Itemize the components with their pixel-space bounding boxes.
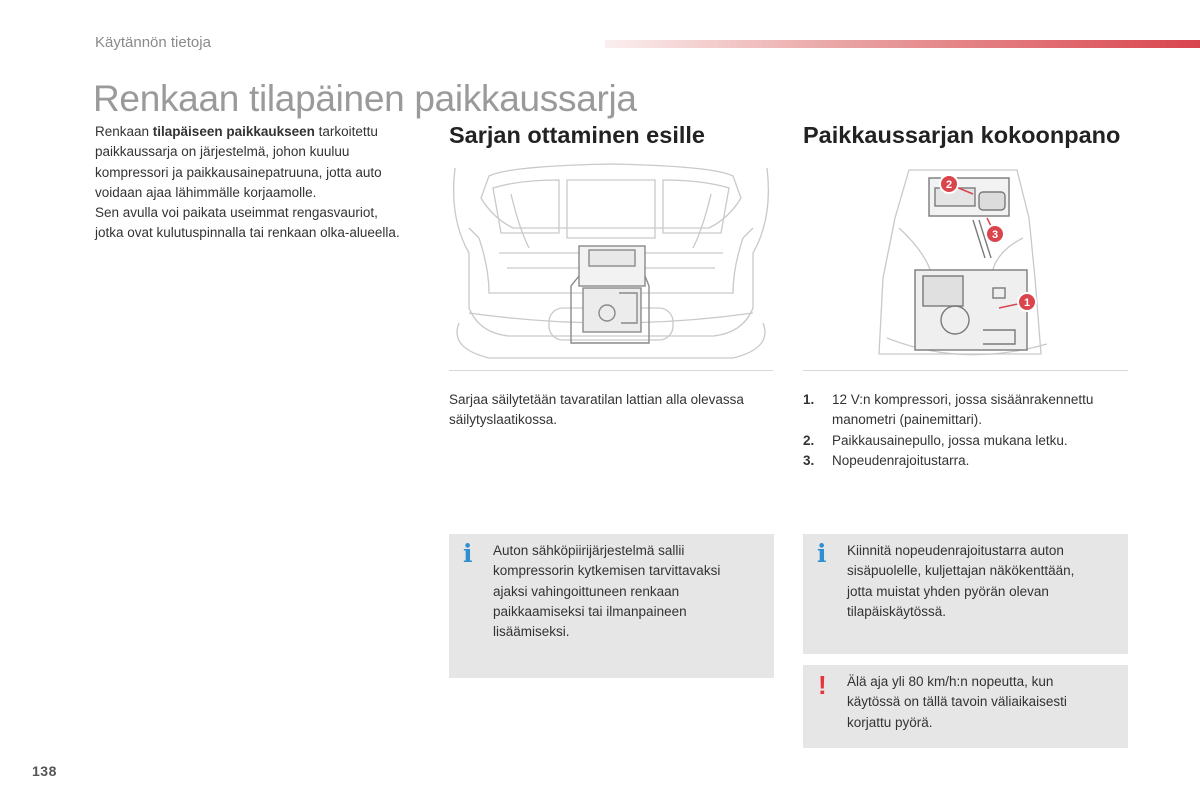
kit-drawing <box>803 158 1128 370</box>
info-note-sticker <box>803 534 1128 654</box>
list-item-number: 1. <box>803 392 815 407</box>
info-icon: i <box>463 539 473 568</box>
kit-storage-caption: Sarjaa säilytetään tavaratilan lattian alla olevassa säilytyslaatikossa. <box>449 392 744 428</box>
callout-label-1: 1 <box>1023 297 1031 309</box>
heading-kit-retrieval: Sarjan ottaminen esille <box>449 122 705 148</box>
intro-lead: Renkaan <box>95 124 153 139</box>
list-item-text: 12 V:n kompressori, jossa sisäänrakennettu manometri (painemittari). <box>832 392 1094 428</box>
intro-text <box>95 122 405 244</box>
exclamation-icon: ! <box>818 670 827 700</box>
page-number: 138 <box>32 763 57 779</box>
trunk-illustration <box>449 158 773 371</box>
warning-note-text: Älä aja yli 80 km/h:n nopeutta, kun käytössä on tällä tavoin väliaikaisesti korjattu pyörä. <box>847 674 1067 730</box>
intro-rest: tarkoitettu paikkaussarja on järjestelmä, johon kuuluu kompressori ja paikkausainepatruuna, jotta auto voidaan ajaa lähimmälle korjaamolle. <box>95 124 382 200</box>
info-note-compressor <box>449 534 774 678</box>
page-title: Renkaan tilapäinen paikkaussarja <box>93 78 637 119</box>
section-header: Käytännön tietoja <box>95 34 211 51</box>
list-item-number: 3. <box>803 452 815 468</box>
kit-illustration <box>803 158 1128 371</box>
list-item <box>803 390 1138 431</box>
intro-bold: tilapäiseen paikkaukseen <box>152 124 315 139</box>
list-item <box>803 431 1138 451</box>
heading-kit-contents: Paikkaussarjan kokoonpano <box>803 122 1121 148</box>
list-item-text: Nopeudenrajoitustarra. <box>832 452 970 468</box>
list-item-number: 2. <box>803 432 815 448</box>
header-accent-bar <box>605 40 1200 48</box>
warning-note-speed <box>803 665 1128 748</box>
info-icon: i <box>817 539 827 568</box>
intro-second: Sen avulla voi paikata useimmat rengasvauriot, jotka ovat kulutuspinnalla tai renkaan olka-alueella. <box>95 205 400 241</box>
list-item-text: Paikkausainepullo, jossa mukana letku. <box>832 432 1068 448</box>
kit-parts-list <box>803 390 1138 471</box>
list-item <box>803 451 1138 471</box>
callout-label-3: 3 <box>991 229 999 241</box>
trunk-drawing <box>449 158 773 370</box>
callout-label-2: 2 <box>945 179 953 191</box>
info-note-text: Auton sähköpiirijärjestelmä sallii kompressorin kytkemisen tarvittavaksi ajaksi vahingoittuneen renkaan paikkaamiseksi tai ilmanpaineen lisäämiseksi. <box>493 543 721 640</box>
info-note-text: Kiinnitä nopeudenrajoitustarra auton sisäpuolelle, kuljettajan näkökenttään, jotta muistat yhden pyörän olevan tilapäiskäytössä. <box>847 543 1075 619</box>
